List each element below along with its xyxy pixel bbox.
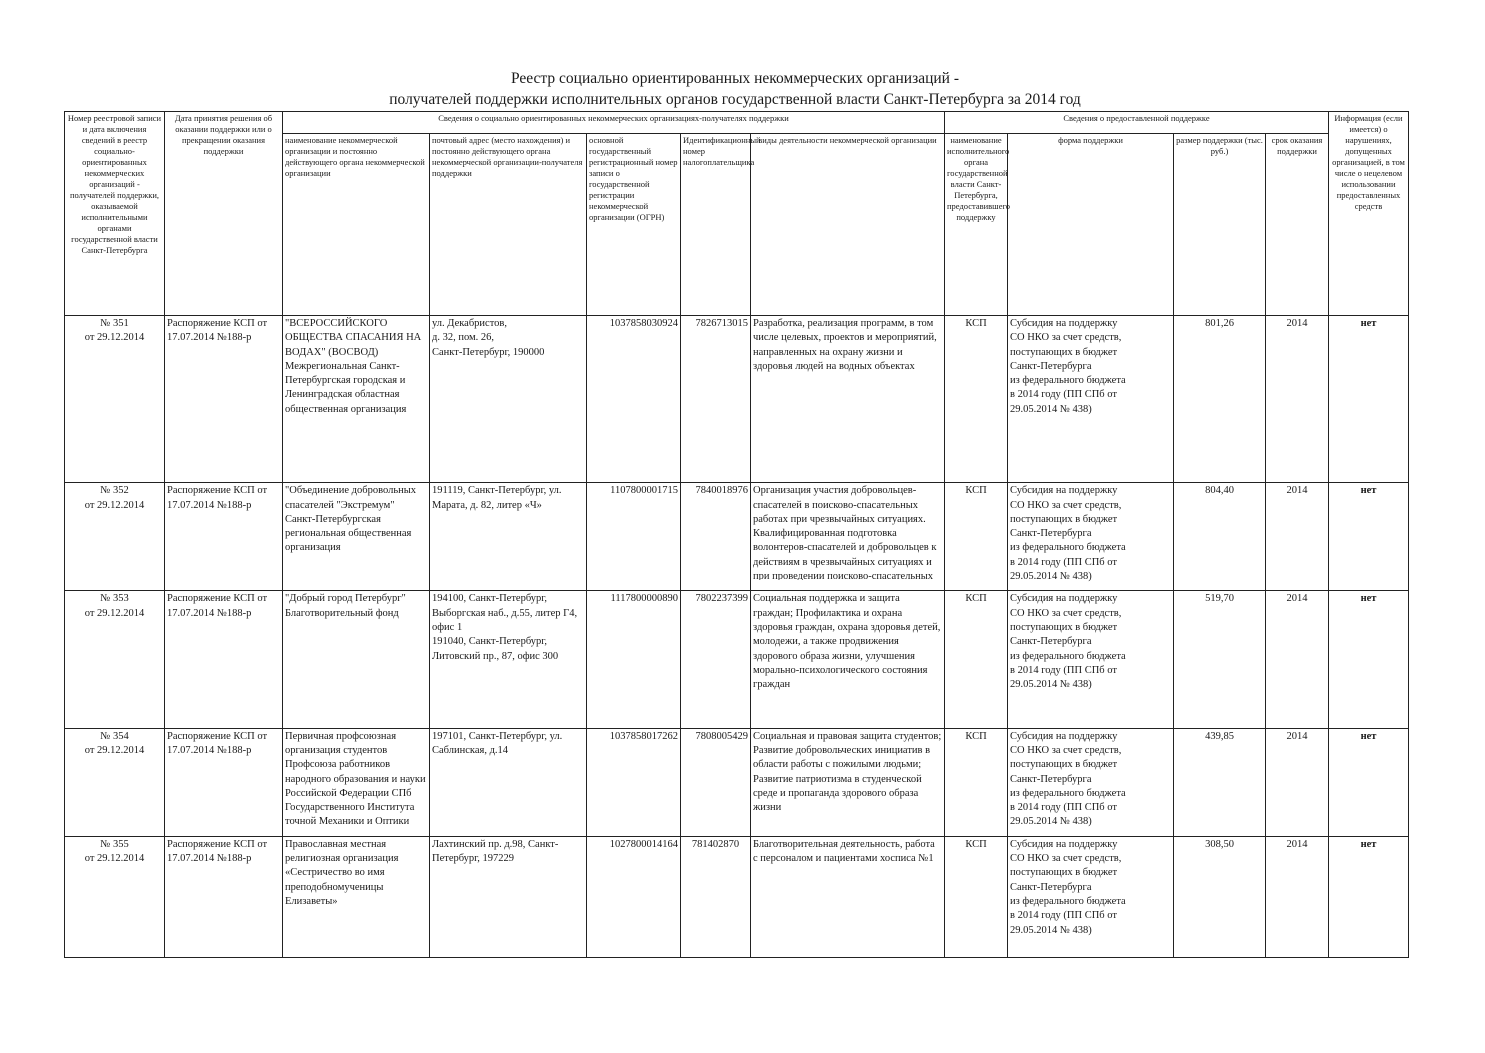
violations-cell: нет <box>1329 836 1409 957</box>
table-row <box>65 591 1409 728</box>
registry-number-cell: № 354 от 29.12.2014 <box>65 728 165 836</box>
activity-cell: Благотворительная деятельность, работа с персоналом и пациентами хосписа №1 <box>751 836 945 957</box>
decision-cell: Распоряжение КСП от 17.07.2014 №188-р <box>165 728 283 836</box>
activity-cell: Социальная и правовая защита студентов; Развитие добровольческих инициатив в области работы с пожилыми людьми; Развитие патриотизма в студенческой среде и пропаганда здорового образа жизни <box>751 728 945 836</box>
ogrn-cell: 1107800001715 <box>587 483 681 591</box>
violations-cell: нет <box>1329 316 1409 483</box>
support-form-cell: Субсидия на поддержку СО НКО за счет средств, поступающих в бюджет Санкт-Петербурга из федерального бюджета в 2014 году (ПП СПб от 29.05.2014 № 438) <box>1008 728 1174 836</box>
ogrn-cell: 1117800000890 <box>587 591 681 728</box>
table-row <box>65 316 1409 483</box>
table-row <box>65 836 1409 957</box>
header-address: почтовый адрес (место нахождения) и постоянно действующего органа некоммерческой организации-получателя поддержки <box>430 134 587 316</box>
amount-cell: 519,70 <box>1174 591 1266 728</box>
org-name-cell <box>283 728 430 836</box>
decision-cell: Распоряжение КСП от 17.07.2014 №188-р <box>165 316 283 483</box>
address-cell: 191119, Санкт-Петербург, ул. Марата, д. 82, литер «Ч» <box>430 483 587 591</box>
activity-cell: Разработка, реализация программ, в том числе целевых, проектов и мероприятий, направленных на охрану жизни и здоровья людей на водных объектах <box>751 316 945 483</box>
term-cell: 2014 <box>1266 483 1329 591</box>
term-cell: 2014 <box>1266 316 1329 483</box>
registry-number-cell: № 355 от 29.12.2014 <box>65 836 165 957</box>
org-name-text: Первичная профсоюзная организация студентов Профсоюза работников народного образования и науки Российской Федерации СПб Государственного Института точной Механики и Оптики <box>285 730 426 826</box>
support-form-cell: Субсидия на поддержку СО НКО за счет средств, поступающих в бюджет Санкт-Петербурга из федерального бюджета в 2014 году (ПП СПб от 29.05.2014 № 438) <box>1008 836 1174 957</box>
ogrn-cell: 1037858017262 <box>587 728 681 836</box>
authority-cell: КСП <box>945 728 1008 836</box>
address-cell: ул. Декабристов, д. 32, пом. 26, Санкт-Петербург, 190000 <box>430 316 587 483</box>
activity-cell: Социальная поддержка и защита граждан; Профилактика и охрана здоровья граждан, охрана здоровья детей, молодежи, а также продвижения здорового образа жизни, улучшения морально-психологического состояния граждан <box>751 591 945 728</box>
header-activity: виды деятельности некоммерческой организации <box>751 134 945 316</box>
activity-cell <box>751 483 945 591</box>
authority-cell: КСП <box>945 316 1008 483</box>
registry-number-cell: № 352 от 29.12.2014 <box>65 483 165 591</box>
registry-number-cell: № 353 от 29.12.2014 <box>65 591 165 728</box>
inn-cell: 7826713015 <box>681 316 751 483</box>
header-authority: наименование исполнительного органа государственной власти Санкт-Петербурга, предоставившего поддержку <box>945 134 1008 316</box>
header-org-group: Сведения о социально ориентированных некоммерческих организациях-получателях поддержки <box>283 112 945 134</box>
table-row <box>65 483 1409 591</box>
term-cell: 2014 <box>1266 836 1329 957</box>
header-org-name: наименование некоммерческой организации и постоянно действующего органа некоммерческой организации <box>283 134 430 316</box>
support-form-cell: Субсидия на поддержку СО НКО за счет средств, поступающих в бюджет Санкт-Петербурга из федерального бюджета в 2014 году (ПП СПб от 29.05.2014 № 438) <box>1008 316 1174 483</box>
violations-cell: нет <box>1329 591 1409 728</box>
org-name-cell: "ВСЕРОССИЙСКОГО ОБЩЕСТВА СПАСАНИЯ НА ВОДАХ" (ВОСВОД) Межрегиональная Санкт-Петербургская городская и Ленинградская областная общественная организация <box>283 316 430 483</box>
header-inn: Идентификационный номер налогоплательщика <box>681 134 751 316</box>
org-name-cell: "Объединение добровольных спасателей "Экстремум" Санкт-Петербургская региональная общественная организация <box>283 483 430 591</box>
address-cell: 194100, Санкт-Петербург, Выборгская наб., д.55, литер Г4, офис 1 191040, Санкт-Петербург, Литовский пр., 87, офис 300 <box>430 591 587 728</box>
support-form-cell: Субсидия на поддержку СО НКО за счет средств, поступающих в бюджет Санкт-Петербурга из федерального бюджета в 2014 году (ПП СПб от 29.05.2014 № 438) <box>1008 591 1174 728</box>
inn-cell: 7840018976 <box>681 483 751 591</box>
header-support-group: Сведения о предоставленной поддержке <box>945 112 1329 134</box>
address-cell: 197101, Санкт-Петербург, ул. Саблинская, д.14 <box>430 728 587 836</box>
authority-cell: КСП <box>945 836 1008 957</box>
header-decision-date: Дата принятия решения об оказании поддержки или о прекращении оказания поддержки <box>165 112 283 316</box>
header-form: форма поддержки <box>1008 134 1174 316</box>
header-violations: Информация (если имеется) о нарушениях, допущенных организацией, в том числе о нецелевом использовании предоставленных средств <box>1329 112 1409 316</box>
org-name-cell: Православная местная религиозная организация «Сестричество во имя преподобномученицы Елизаветы» <box>283 836 430 957</box>
header-registry-number: Номер реестровой записи и дата включения сведений в реестр социально-ориентированных некоммерческих организаций - получателей поддержки, оказываемой исполнительными органами государственной власти Санкт-Петербурга <box>65 112 165 316</box>
term-cell: 2014 <box>1266 728 1329 836</box>
term-cell: 2014 <box>1266 591 1329 728</box>
amount-cell: 308,50 <box>1174 836 1266 957</box>
decision-cell: Распоряжение КСП от 17.07.2014 №188-р <box>165 483 283 591</box>
document-title-line-2: получателей поддержки исполнительных органов государственной власти Санкт-Петербурга за 2014 год <box>389 91 1081 108</box>
amount-cell: 801,26 <box>1174 316 1266 483</box>
ogrn-cell: 1037858030924 <box>587 316 681 483</box>
decision-cell: Распоряжение КСП от 17.07.2014 №188-р <box>165 591 283 728</box>
inn-cell: 7808005429 <box>681 728 751 836</box>
ogrn-cell: 1027800014164 <box>587 836 681 957</box>
registry-table <box>64 111 1409 958</box>
inn-cell: 7802237399 <box>681 591 751 728</box>
document-title-line-1: Реестр социально ориентированных некоммерческих организаций - <box>510 70 960 87</box>
header-ogrn: основной государственный регистрационный номер записи о государственной регистрации некоммерческой организации (ОГРН) <box>587 134 681 316</box>
header-term: срок оказания поддержки <box>1266 134 1329 316</box>
violations-cell: нет <box>1329 728 1409 836</box>
authority-cell: КСП <box>945 483 1008 591</box>
address-cell: Лахтинский пр. д.98, Санкт-Петербург, 197229 <box>430 836 587 957</box>
amount-cell: 439,85 <box>1174 728 1266 836</box>
violations-cell: нет <box>1329 483 1409 591</box>
decision-cell: Распоряжение КСП от 17.07.2014 №188-р <box>165 836 283 957</box>
inn-cell: 781402870 <box>681 836 751 957</box>
registry-number-cell: № 351 от 29.12.2014 <box>65 316 165 483</box>
activity-text: Организация участия добровольцев-спасателей в поисково-спасательных работах при чрезвычайных ситуациях. Квалифицированная подготовка волонтеров-спасателей и добровольцев к действиям в чрезвычайных ситуациях и при проведении поисково-спасательных <box>753 485 937 581</box>
authority-cell: КСП <box>945 591 1008 728</box>
amount-cell: 804,40 <box>1174 483 1266 591</box>
org-name-cell: "Добрый город Петербург" Благотворительный фонд <box>283 591 430 728</box>
table-row <box>65 728 1409 836</box>
support-form-cell: Субсидия на поддержку СО НКО за счет средств, поступающих в бюджет Санкт-Петербурга из федерального бюджета в 2014 году (ПП СПб от 29.05.2014 № 438) <box>1008 483 1174 591</box>
header-amount: размер поддержки (тыс. руб.) <box>1174 134 1266 316</box>
